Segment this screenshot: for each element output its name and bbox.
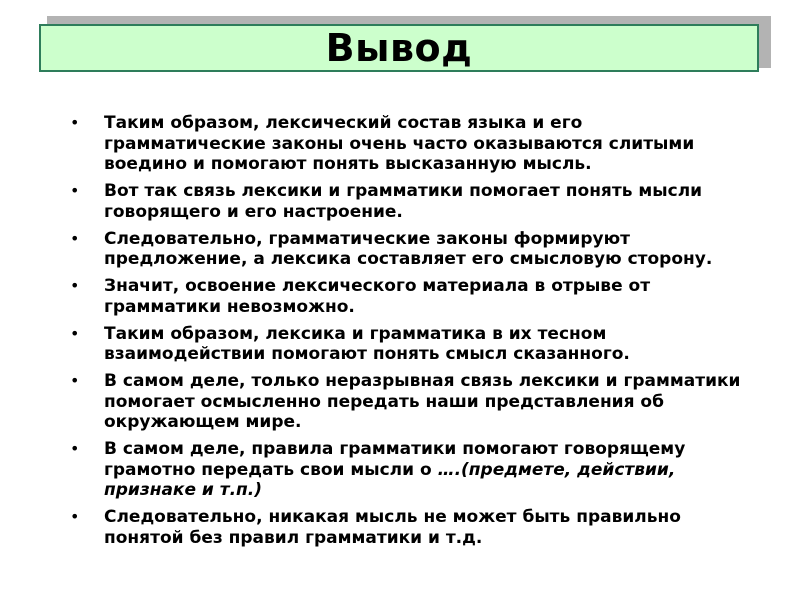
title-box [39, 24, 759, 72]
list-item [66, 181, 746, 222]
list-item-text: Таким образом, лексический состав языка и его грамматические законы очень часто оказываются слитыми воедино и помогают понять высказанную мысль. [104, 113, 695, 174]
bullet-icon: • [70, 323, 80, 343]
list-item [66, 371, 746, 433]
list-item [66, 276, 746, 317]
bullet-icon: • [70, 228, 80, 248]
list-item-text: Следовательно, никакая мысль не может быть правильно понятой без правил грамматики и т.д. [104, 507, 681, 548]
list-item-text: Вот так связь лексики и грамматики помогает понять мысли говорящего и его настроение. [104, 181, 703, 222]
list-item-text: Следовательно, грамматические законы формируют предложение, а лексика составляет его смысловую сторону. [104, 228, 713, 269]
bullet-icon: • [70, 113, 80, 132]
list-item [66, 324, 746, 365]
list-item-text: Таким образом, лексика и грамматика в их тесном взаимодействии помогают понять смысл сказанного. [104, 323, 630, 364]
bullet-icon: • [70, 181, 80, 200]
list-item-text: В самом деле, только неразрывная связь лексики и грамматики помогает осмысленно передать наши представления об окружающем мире. [104, 371, 741, 432]
list-item [66, 113, 746, 175]
list-item-text: Значит, освоение лексического материала в отрыве от грамматики невозможно. [104, 276, 651, 317]
list-item [66, 439, 746, 501]
list-item [66, 229, 746, 270]
bullet-icon: • [70, 507, 80, 526]
bullet-icon: • [70, 439, 80, 458]
list-item-italic-text: ….(предмете, действии, признаке и т.п.) [104, 459, 676, 500]
list-item-text: В самом деле, правила грамматики помогают говорящему грамотно передать свои мысли о [104, 439, 686, 480]
bullet-icon: • [70, 276, 80, 295]
bullet-icon: • [70, 371, 80, 390]
slide-title: Вывод [325, 26, 473, 70]
list-item [66, 507, 746, 548]
bullet-list [66, 113, 746, 555]
